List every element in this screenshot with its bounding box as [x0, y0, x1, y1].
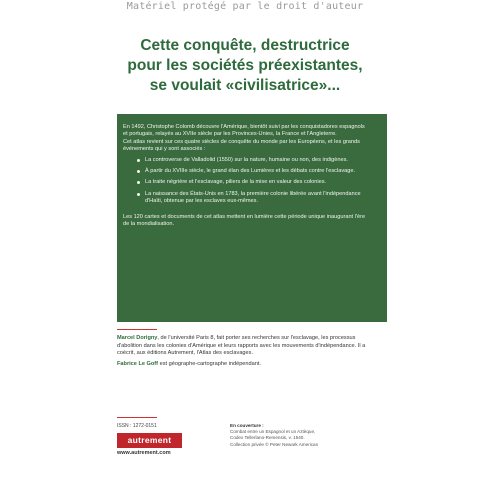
publisher-logo: autrement: [117, 433, 182, 448]
issn: ISSN : 1272-0151: [117, 423, 157, 429]
watermark: Matériel protégé par le droit d'auteur: [126, 1, 364, 12]
headline-line-1: Cette conquête, destructrice: [140, 37, 350, 54]
cover-credit-label: En couverture :: [230, 423, 264, 428]
intro-paragraph-1: En 1492, Christophe Colomb découvre l'Amérique, bientôt suivi par les conquistadores espagnols et portugais, relayés au XVIIe siècle par les Provinces-Unies, la France et l'Angleterre.: [123, 124, 365, 138]
cover-credit-line: Codex Tellerlano-Remensis, v. 1540.: [230, 435, 305, 441]
publisher-block: [117, 423, 212, 456]
list-item: À partir du XVIIIe siècle, le grand élan des Lumières et les débats contre l'esclavage.: [137, 168, 368, 175]
summary-text: [123, 124, 368, 232]
author2-name: Fabrice Le Goff: [117, 360, 159, 367]
cover-credit-line: Collection privée © Peter Newark American: [230, 441, 319, 447]
divider: [117, 329, 157, 330]
list-item: La traite négrière et l'esclavage, piliers de la mise en valeur des colonies.: [137, 179, 368, 186]
author-bio: [117, 335, 377, 371]
headline: [0, 36, 490, 96]
headline-line-2: pour les sociétés préexistantes,: [127, 57, 363, 74]
author1-text: , de l'université Paris 8, fait porter ses recherches sur l'esclavage, les processus d'abolition dans les colonies d'Amérique et leurs rapports avec les mouvements d'indépendance. Il a coécrit, aux éditions Autrement, l'Atlas des esclavages.: [117, 335, 366, 357]
author2-bio: [117, 361, 377, 369]
list-item: La controverse de Valladolid (1550) sur la nature, humaine ou non, des indigènes.: [137, 157, 368, 164]
headline-line-3: se voulait «civilisatrice»...: [149, 77, 341, 94]
publisher-url[interactable]: www.autrement.com: [117, 450, 171, 456]
author2-text: est géographe-cartographe indépendant.: [158, 360, 261, 367]
author1-bio: [117, 335, 377, 358]
list-item: La naissance des États-Unis en 1783, la première colonie libérée avant l'indépendance d'Haïti, obtenue par les esclaves eux-mêmes.: [137, 191, 368, 206]
outro-paragraph: Les 120 cartes et documents de cet atlas mettent en lumière cette période unique inaugurant l'ère de la mondialisation.: [123, 213, 366, 228]
intro-paragraph-2: Cet atlas revient sur ces quatre siècles de conquête du monde par les Européens, et les grands événements qui y sont associés :: [123, 138, 360, 153]
author1-name: Marcel Dorigny: [117, 335, 158, 341]
cover-credit-line: Combat entre un Espagnol et un Aztèque,: [230, 429, 316, 435]
event-list: [137, 157, 368, 206]
cover-credit: [230, 423, 360, 448]
divider: [117, 417, 157, 418]
